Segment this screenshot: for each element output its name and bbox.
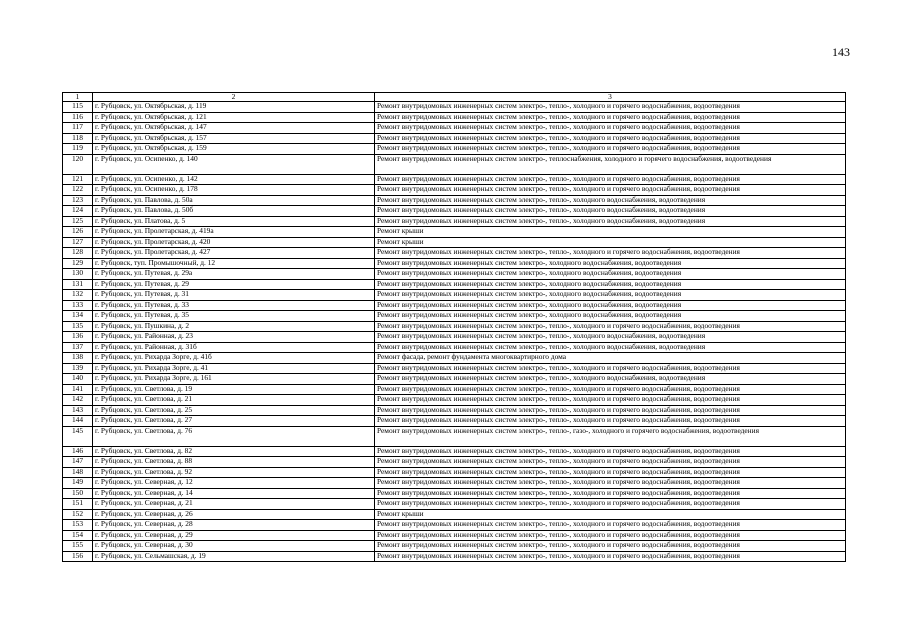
row-number-cell: 135 [63, 321, 93, 332]
work-type-cell: Ремонт внутридомовых инженерных систем электро-, холодного водоснабжения, водоотведения [375, 258, 846, 269]
table-row [63, 195, 846, 206]
address-cell: г. Рубцовск, ул. Октябрьская, д. 119 [93, 102, 375, 113]
table-row [63, 237, 846, 248]
work-type-cell: Ремонт внутридомовых инженерных систем электро-, холодного водоснабжения, водоотведения [375, 279, 846, 290]
row-number-cell: 127 [63, 237, 93, 248]
row-number-cell: 129 [63, 258, 93, 269]
work-type-cell: Ремонт внутридомовых инженерных систем электро-, тепло-, холодного и горячего водоснабжения, водоотведения [375, 185, 846, 196]
row-number-cell: 141 [63, 384, 93, 395]
work-type-cell: Ремонт внутридомовых инженерных систем электро-, тепло-, холодного водоснабжения, водоотведения [375, 195, 846, 206]
row-number-cell: 126 [63, 227, 93, 238]
work-type-cell: Ремонт фасада, ремонт фундамента многоквартирного дома [375, 353, 846, 364]
row-number-cell: 122 [63, 185, 93, 196]
row-number-cell: 119 [63, 144, 93, 155]
table-row [63, 216, 846, 227]
work-type-cell: Ремонт внутридомовых инженерных систем электро-, тепло-, холодного и горячего водоснабжения, водоотведения [375, 478, 846, 489]
address-cell: г. Рубцовск, ул. Октябрьская, д. 157 [93, 133, 375, 144]
address-cell: г. Рубцовск, ул. Светлова, д. 92 [93, 467, 375, 478]
address-cell: г. Рубцовск, ул. Районная, д. 23 [93, 332, 375, 343]
address-cell: г. Рубцовск, ул. Путевая, д. 33 [93, 300, 375, 311]
address-cell: г. Рубцовск, ул. Пролетарская, д. 420 [93, 237, 375, 248]
table-row [63, 144, 846, 155]
table-row [63, 174, 846, 185]
table-row [63, 102, 846, 113]
address-cell: г. Рубцовск, ул. Светлова, д. 19 [93, 384, 375, 395]
address-cell: г. Рубцовск, ул. Путевая, д. 29 [93, 279, 375, 290]
row-number-cell: 118 [63, 133, 93, 144]
work-type-cell: Ремонт внутридомовых инженерных систем электро-, тепло-, холодного и горячего водоснабжения, водоотведения [375, 405, 846, 416]
work-type-cell: Ремонт внутридомовых инженерных систем электро-, тепло-, холодного и горячего водоснабжения, водоотведения [375, 520, 846, 531]
address-cell: г. Рубцовск, ул. Путевая, д. 29а [93, 269, 375, 280]
row-number-cell: 153 [63, 520, 93, 531]
address-cell: г. Рубцовск, ул. Павлова, д. 50б [93, 206, 375, 217]
table-row [63, 321, 846, 332]
address-cell: г. Рубцовск, ул. Северная, д. 29 [93, 530, 375, 541]
work-type-cell: Ремонт внутридомовых инженерных систем электро-, тепло-, холодного и горячего водоснабжения, водоотведения [375, 541, 846, 552]
row-number-cell: 133 [63, 300, 93, 311]
row-number-cell: 134 [63, 311, 93, 322]
page-number: 143 [832, 45, 850, 59]
table-row [63, 446, 846, 457]
row-number-cell: 148 [63, 467, 93, 478]
work-type-cell: Ремонт внутридомовых инженерных систем электро-, тепло-, холодного водоснабжения, водоотведения [375, 216, 846, 227]
address-cell: г. Рубцовск, ул. Рихарда Зорге, д. 41 [93, 363, 375, 374]
work-type-cell: Ремонт крыши [375, 509, 846, 520]
table-row [63, 258, 846, 269]
header-col-1: 1 [63, 93, 93, 102]
row-number-cell: 144 [63, 416, 93, 427]
row-number-cell: 150 [63, 488, 93, 499]
work-type-cell: Ремонт внутридомовых инженерных систем электро-, тепло-, холодного и горячего водоснабжения, водоотведения [375, 499, 846, 510]
table-row [63, 467, 846, 478]
row-number-cell: 139 [63, 363, 93, 374]
table-row [63, 457, 846, 468]
table-row [63, 499, 846, 510]
repair-table [62, 92, 846, 562]
work-type-cell: Ремонт внутридомовых инженерных систем электро-, тепло-, холодного и горячего водоснабжения, водоотведения [375, 384, 846, 395]
table-row [63, 185, 846, 196]
work-type-cell: Ремонт внутридомовых инженерных систем электро-, тепло-, холодного и горячего водоснабжения, водоотведения [375, 488, 846, 499]
row-number-cell: 152 [63, 509, 93, 520]
table-row [63, 384, 846, 395]
table-row [63, 374, 846, 385]
address-cell: г. Рубцовск, ул. Северная, д. 28 [93, 520, 375, 531]
table-row [63, 342, 846, 353]
table-row [63, 488, 846, 499]
table-row [63, 154, 846, 174]
work-type-cell: Ремонт внутридомовых инженерных систем электро-, холодного водоснабжения, водоотведения [375, 269, 846, 280]
address-cell: г. Рубцовск, ул. Пролетарская, д. 427 [93, 248, 375, 259]
work-type-cell: Ремонт внутридомовых инженерных систем электро-, тепло-, холодного и горячего водоснабжения, водоотведения [375, 530, 846, 541]
work-type-cell: Ремонт внутридомовых инженерных систем электро-, тепло-, холодного и горячего водоснабжения, водоотведения [375, 416, 846, 427]
row-number-cell: 138 [63, 353, 93, 364]
row-number-cell: 128 [63, 248, 93, 259]
work-type-cell: Ремонт внутридомовых инженерных систем электро-, холодного водоснабжения, водоотведения [375, 311, 846, 322]
address-cell: г. Рубцовск, ул. Путевая, д. 31 [93, 290, 375, 301]
address-cell: г. Рубцовск, ул. Павлова, д. 50а [93, 195, 375, 206]
table-row [63, 426, 846, 446]
row-number-cell: 120 [63, 154, 93, 174]
address-cell: г. Рубцовск, ул. Светлова, д. 21 [93, 395, 375, 406]
row-number-cell: 142 [63, 395, 93, 406]
work-type-cell: Ремонт внутридомовых инженерных систем электро-, тепло-, холодного и горячего водоснабжения, водоотведения [375, 102, 846, 113]
row-number-cell: 137 [63, 342, 93, 353]
address-cell: г. Рубцовск, ул. Осипенко, д. 178 [93, 185, 375, 196]
row-number-cell: 149 [63, 478, 93, 489]
address-cell: г. Рубцовск, ул. Светлова, д. 27 [93, 416, 375, 427]
address-cell: г. Рубцовск, ул. Северная, д. 30 [93, 541, 375, 552]
table-row [63, 290, 846, 301]
work-type-cell: Ремонт внутридомовых инженерных систем электро-, тепло-, холодного и горячего водоснабжения, водоотведения [375, 112, 846, 123]
table-row [63, 300, 846, 311]
address-cell: г. Рубцовск, ул. Рихарда Зорге, д. 161 [93, 374, 375, 385]
work-type-cell: Ремонт крыши [375, 227, 846, 238]
table-row [63, 541, 846, 552]
table-row [63, 363, 846, 374]
header-col-3: 3 [375, 93, 846, 102]
row-number-cell: 130 [63, 269, 93, 280]
row-number-cell: 151 [63, 499, 93, 510]
row-number-cell: 123 [63, 195, 93, 206]
row-number-cell: 143 [63, 405, 93, 416]
table-row [63, 279, 846, 290]
address-cell: г. Рубцовск, ул. Октябрьская, д. 159 [93, 144, 375, 155]
address-cell: г. Рубцовск, ул. Северная, д. 21 [93, 499, 375, 510]
table-row [63, 395, 846, 406]
address-cell: г. Рубцовск, ул. Светлова, д. 25 [93, 405, 375, 416]
row-number-cell: 140 [63, 374, 93, 385]
work-type-cell: Ремонт внутридомовых инженерных систем электро-, тепло-, холодного водоснабжения, водоотведения [375, 342, 846, 353]
table-row [63, 478, 846, 489]
work-type-cell: Ремонт внутридомовых инженерных систем электро-, тепло-, холодного и горячего водоснабжения, водоотведения [375, 123, 846, 134]
work-type-cell: Ремонт внутридомовых инженерных систем электро-, теплоснабжения, холодного и горячего водоснабжения, водоотведения [375, 154, 846, 174]
address-cell: г. Рубцовск, туп. Промышочный, д. 12 [93, 258, 375, 269]
address-cell: г. Рубцовск, ул. Октябрьская, д. 121 [93, 112, 375, 123]
work-type-cell: Ремонт внутридомовых инженерных систем электро-, тепло-, холодного и горячего водоснабжения, водоотведения [375, 174, 846, 185]
table-row [63, 405, 846, 416]
work-type-cell: Ремонт внутридомовых инженерных систем электро-, тепло-, холодного водоснабжения, водоотведения [375, 332, 846, 343]
row-number-cell: 154 [63, 530, 93, 541]
table-row [63, 112, 846, 123]
row-number-cell: 155 [63, 541, 93, 552]
work-type-cell: Ремонт внутридомовых инженерных систем электро-, тепло-, холодного и горячего водоснабжения, водоотведения [375, 395, 846, 406]
table-row [63, 332, 846, 343]
address-cell: г. Рубцовск, ул. Светлова, д. 88 [93, 457, 375, 468]
work-type-cell: Ремонт внутридомовых инженерных систем электро-, тепло-, холодного и горячего водоснабжения, водоотведения [375, 144, 846, 155]
address-cell: г. Рубцовск, ул. Северная, д. 12 [93, 478, 375, 489]
row-number-cell: 156 [63, 551, 93, 562]
table-row [63, 248, 846, 259]
table-row [63, 227, 846, 238]
work-type-cell: Ремонт внутридомовых инженерных систем электро-, тепло-, холодного и горячего водоснабжения, водоотведения [375, 551, 846, 562]
row-number-cell: 145 [63, 426, 93, 446]
work-type-cell: Ремонт внутридомовых инженерных систем электро-, холодного водоснабжения, водоотведения [375, 290, 846, 301]
table-row [63, 311, 846, 322]
table-row [63, 353, 846, 364]
work-type-cell: Ремонт внутридомовых инженерных систем электро-, тепло-, холодного водоснабжения, водоотведения [375, 374, 846, 385]
row-number-cell: 125 [63, 216, 93, 227]
table-row [63, 530, 846, 541]
address-cell: г. Рубцовск, ул. Осипенко, д. 140 [93, 154, 375, 174]
table-row [63, 206, 846, 217]
row-number-cell: 131 [63, 279, 93, 290]
address-cell: г. Рубцовск, ул. Октябрьская, д. 147 [93, 123, 375, 134]
row-number-cell: 117 [63, 123, 93, 134]
address-cell: г. Рубцовск, ул. Путевая, д. 35 [93, 311, 375, 322]
address-cell: г. Рубцовск, ул. Сельмашская, д. 19 [93, 551, 375, 562]
table-row [63, 509, 846, 520]
work-type-cell: Ремонт внутридомовых инженерных систем электро-, тепло-, холодного и горячего водоснабжения, водоотведения [375, 363, 846, 374]
work-type-cell: Ремонт внутридомовых инженерных систем электро-, тепло-, холодного и горячего водоснабжения, водоотведения [375, 321, 846, 332]
work-type-cell: Ремонт внутридомовых инженерных систем электро-, тепло-, холодного и горячего водоснабжения, водоотведения [375, 467, 846, 478]
row-number-cell: 132 [63, 290, 93, 301]
table-header-row [63, 93, 846, 102]
table-row [63, 520, 846, 531]
table-row [63, 416, 846, 427]
row-number-cell: 115 [63, 102, 93, 113]
address-cell: г. Рубцовск, ул. Светлова, д. 76 [93, 426, 375, 446]
address-cell: г. Рубцовск, ул. Светлова, д. 82 [93, 446, 375, 457]
address-cell: г. Рубцовск, ул. Северная, д. 26 [93, 509, 375, 520]
address-cell: г. Рубцовск, ул. Пролетарская, д. 419а [93, 227, 375, 238]
row-number-cell: 147 [63, 457, 93, 468]
address-cell: г. Рубцовск, ул. Платова, д. 5 [93, 216, 375, 227]
work-type-cell: Ремонт внутридомовых инженерных систем электро-, тепло-, холодного и горячего водоснабжения, водоотведения [375, 457, 846, 468]
row-number-cell: 124 [63, 206, 93, 217]
table-row [63, 123, 846, 134]
address-cell: г. Рубцовск, ул. Осипенко, д. 142 [93, 174, 375, 185]
work-type-cell: Ремонт внутридомовых инженерных систем электро-, тепло-, холодного и горячего водоснабжения, водоотведения [375, 133, 846, 144]
address-cell: г. Рубцовск, ул. Северная, д. 14 [93, 488, 375, 499]
work-type-cell: Ремонт внутридомовых инженерных систем электро-, тепло-, холодного и горячего водоснабжения, водоотведения [375, 446, 846, 457]
address-cell: г. Рубцовск, ул. Районная, д. 31б [93, 342, 375, 353]
row-number-cell: 116 [63, 112, 93, 123]
work-type-cell: Ремонт внутридомовых инженерных систем электро-, тепло-, холодного и горячего водоснабжения, водоотведения [375, 248, 846, 259]
work-type-cell: Ремонт крыши [375, 237, 846, 248]
row-number-cell: 136 [63, 332, 93, 343]
work-type-cell: Ремонт внутридомовых инженерных систем электро-, тепло-, холодного водоснабжения, водоотведения [375, 206, 846, 217]
table-row [63, 133, 846, 144]
work-type-cell: Ремонт внутридомовых инженерных систем электро-, тепло-, газо-, холодного и горячего водоснабжения, водоотведения [375, 426, 846, 446]
table-row [63, 551, 846, 562]
address-cell: г. Рубцовск, ул. Пушкина, д. 2 [93, 321, 375, 332]
header-col-2: 2 [93, 93, 375, 102]
table-row [63, 269, 846, 280]
address-cell: г. Рубцовск, ул. Рихарда Зорге, д. 41б [93, 353, 375, 364]
row-number-cell: 146 [63, 446, 93, 457]
row-number-cell: 121 [63, 174, 93, 185]
work-type-cell: Ремонт внутридомовых инженерных систем электро-, холодного водоснабжения, водоотведения [375, 300, 846, 311]
